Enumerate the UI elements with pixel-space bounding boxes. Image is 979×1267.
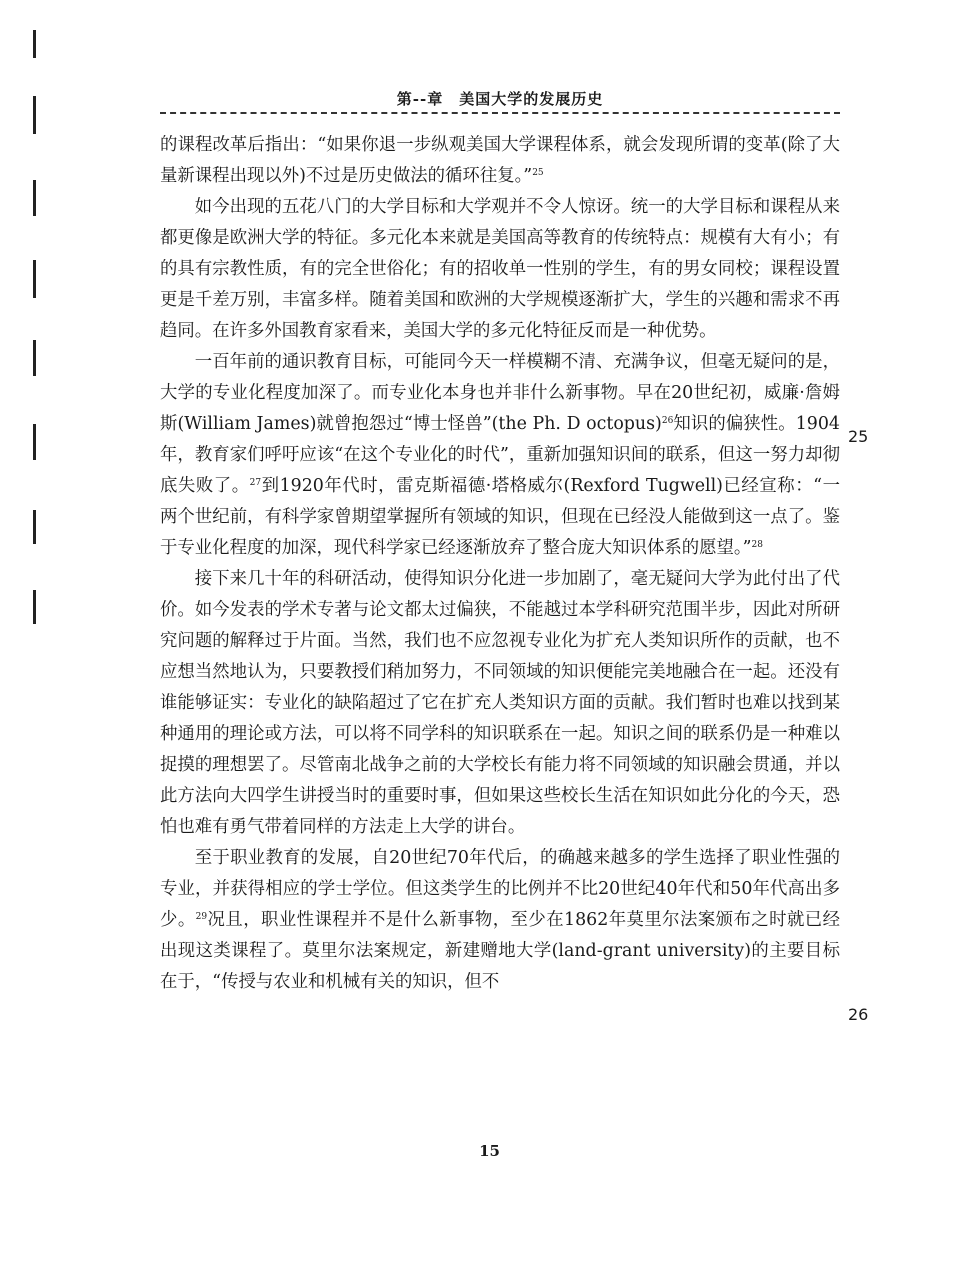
scan-edge-mark <box>33 30 36 58</box>
margin-page-ref: 26 <box>848 1005 869 1024</box>
body-text <box>160 130 840 998</box>
header-rule <box>160 112 840 114</box>
paragraph: 接下来几十年的科研活动，使得知识分化进一步加剧了，毫无疑问大学为此付出了代价。如今发表的学术专著与论文都太过偏狭，不能越过本学科研究范围半步，因此对所研究问题的解释过于片面。当然，我们也不应忽视专业化为扩充人类知识所作的贡献，也不应想当然地认为，只要教授们稍加努力，不同领域的知识便能完美地融合在一起。还没有谁能够证实：专业化的缺陷超过了它在扩充人类知识方面的贡献。我们暂时也难以找到某种通用的理论或方法，可以将不同学科的知识联系在一起。知识之间的联系仍是一种难以捉摸的理想罢了。尽管南北战争之前的大学校长有能力将不同领域的知识融会贯通，并以此方法向大四学生讲授当时的重要时事，但如果这些校长生活在知识如此分化的今天，恐怕也难有勇气带着同样的方法走上大学的讲台。 <box>160 569 840 837</box>
paragraph <box>160 130 840 192</box>
paragraph <box>160 843 840 998</box>
paragraph-text: 的课程改革后指出：“如果你退一步纵观美国大学课程体系，就会发现所谓的变革(除了大量新课程出现以外)不过是历史做法的循环往复。” <box>160 135 840 186</box>
page-number: 15 <box>479 1142 500 1160</box>
scan-edge-mark <box>33 340 36 376</box>
footnote-marker: 29 <box>195 912 208 922</box>
running-header: 第--章 美国大学的发展历史 <box>396 90 604 108</box>
footnote-marker: 25 <box>532 168 544 178</box>
paragraph <box>160 347 840 564</box>
scan-edge-mark <box>33 96 36 134</box>
scan-edge-mark <box>33 510 36 544</box>
scan-edge-mark <box>33 260 36 298</box>
footnote-marker: 27 <box>249 478 262 488</box>
scan-edge-mark <box>33 180 36 216</box>
margin-page-ref: 25 <box>848 427 869 446</box>
footnote-marker: 28 <box>751 540 763 550</box>
scan-edge-mark <box>33 424 36 460</box>
paragraph-text: 一百年前的通识教育目标，可能同今天一样模糊不清、充满争议，但毫无疑问的是，大学的专业化程度加深了。而专业化本身也并非什么新事物。早在20世纪初，威廉·詹姆斯(William James)就曾抱怨过“博士怪兽”(the Ph. D octopus) <box>160 352 840 434</box>
footnote-marker: 26 <box>661 416 674 426</box>
paragraph-text: 况且，职业性课程并不是什么新事物，至少在1862年莫里尔法案颁布之时就已经出现这类课程了。莫里尔法案规定，新建赠地大学(land-grant university)的主要目标在于，“传授与农业和机械有关的知识，但不 <box>160 910 840 992</box>
paragraph-text: 知识的偏狭性。1904年，教育家们呼吁应该“在这个专业化的时代”，重新加强知识间的联系，但这一努力却彻底失败了。 <box>160 414 840 496</box>
paragraph-text: 到1920年代时，雷克斯福德·塔格威尔(Rexford Tugwell)已经宣称：“一两个世纪前，有科学家曾期望掌握所有领域的知识，但现在已经没人能做到这一点了。鉴于专业化程度的加深，现代科学家已经逐渐放弃了整合庞大知识体系的愿望。” <box>160 476 840 558</box>
paragraph: 如今出现的五花八门的大学目标和大学观并不令人惊讶。统一的大学目标和课程从来都更像是欧洲大学的特征。多元化本来就是美国高等教育的传统特点：规模有大有小；有的具有宗教性质，有的完全世俗化；有的招收单一性别的学生，有的男女同校；课程设置更是千差万别，丰富多样。随着美国和欧洲的大学规模逐渐扩大，学生的兴趣和需求不再趋同。在许多外国教育家看来，美国大学的多元化特征反而是一种优势。 <box>160 197 840 341</box>
scan-edge-mark <box>33 590 36 624</box>
paragraph-text: 至于职业教育的发展，自20世纪70年代后，的确越来越多的学生选择了职业性强的专业，并获得相应的学士学位。但这类学生的比例并不比20世纪40年代和50年代高出多少。 <box>160 848 840 930</box>
